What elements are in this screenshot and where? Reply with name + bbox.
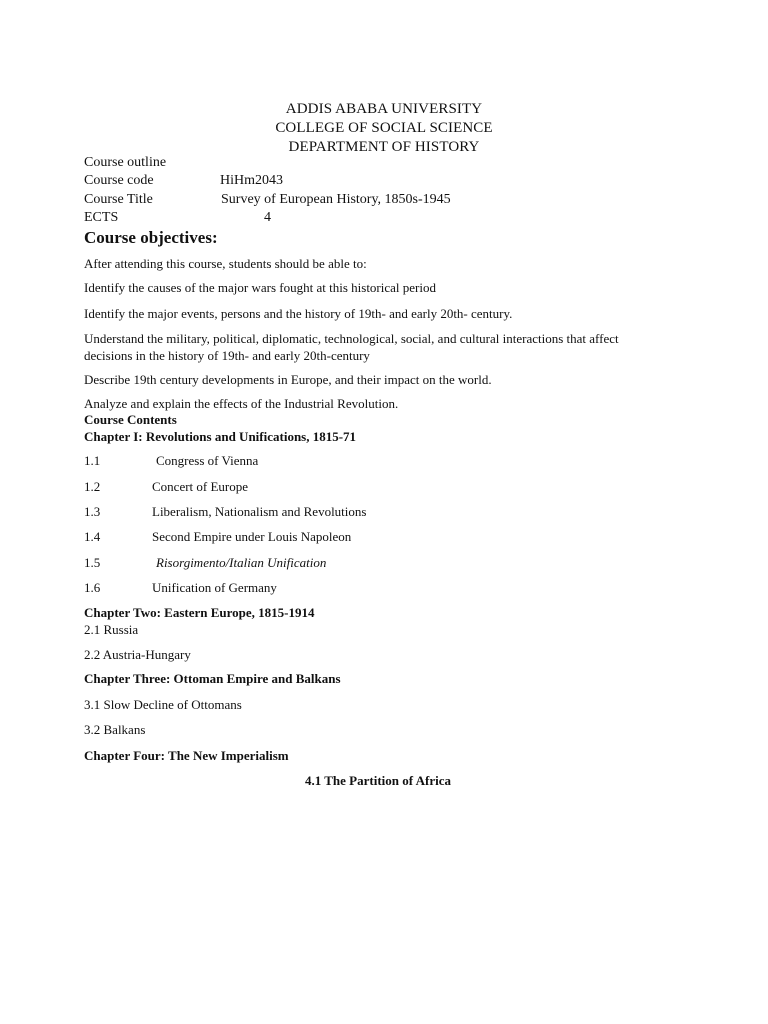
college-name: COLLEGE OF SOCIAL SCIENCE	[275, 120, 493, 136]
objective-item: Understand the military, political, diplomatic, technological, social, and cultural interactions that affect	[84, 331, 619, 346]
objective-item: Describe 19th century developments in Europe, and their impact on the world.	[84, 372, 492, 387]
course-outline-label: Course outline	[84, 155, 167, 170]
ects-value: 4	[264, 210, 271, 225]
bullet-icon	[59, 332, 68, 347]
chapter-3-title: Chapter Three: Ottoman Empire and Balkans	[84, 671, 341, 686]
section-number: 1.1	[84, 453, 101, 468]
objective-item: Identify the major events, persons and the history of 19th- and early 20th- century.	[84, 306, 513, 321]
section-number: 1.6	[84, 580, 101, 595]
chapter-1-title: Chapter I: Revolutions and Unifications, 1815-71	[84, 429, 357, 444]
objective-item: Identify the causes of the major wars fought at this historical period	[84, 280, 436, 295]
section-item: 2.1 Russia	[84, 622, 139, 637]
section-label: Risorgimento/Italian Unification	[156, 555, 327, 570]
objectives-intro: After attending this course, students should be able to:	[84, 256, 367, 271]
department-name: DEPARTMENT OF HISTORY	[288, 139, 480, 155]
section-item: 2.2 Austria-Hungary	[84, 647, 191, 662]
course-title-value: Survey of European History, 1850s-1945	[221, 192, 451, 207]
university-name: ADDIS ABABA UNIVERSITY	[285, 101, 483, 117]
section-item: 4.1 The Partition of Africa	[305, 773, 451, 788]
objectives-heading: Course objectives:	[84, 228, 218, 247]
course-title-label: Course Title	[84, 192, 153, 207]
section-item: 3.2 Balkans	[84, 722, 146, 737]
section-number: 1.4	[84, 529, 101, 544]
ects-label: ECTS	[84, 210, 119, 225]
bullet-icon	[59, 307, 68, 322]
section-label: Congress of Vienna	[156, 453, 259, 468]
objective-item: Analyze and explain the effects of the Industrial Revolution.	[84, 396, 399, 411]
section-label: Liberalism, Nationalism and Revolutions	[152, 504, 367, 519]
section-item: 3.1 Slow Decline of Ottomans	[84, 697, 242, 712]
section-label: Concert of Europe	[152, 479, 249, 494]
objective-item-continued: decisions in the history of 19th- and early 20th-century	[84, 348, 370, 363]
chapter-2-title: Chapter Two: Eastern Europe, 1815-1914	[84, 605, 315, 620]
chapter-4-title: Chapter Four: The New Imperialism	[84, 748, 289, 763]
section-number: 1.2	[84, 479, 101, 494]
course-code-value: HiHm2043	[220, 173, 283, 188]
section-number: 1.5	[84, 555, 101, 570]
section-label: Second Empire under Louis Napoleon	[152, 529, 352, 544]
section-label: Unification of Germany	[152, 580, 277, 595]
course-code-label: Course code	[84, 173, 154, 188]
section-number: 1.3	[84, 504, 101, 519]
contents-heading: Course Contents	[84, 412, 177, 427]
